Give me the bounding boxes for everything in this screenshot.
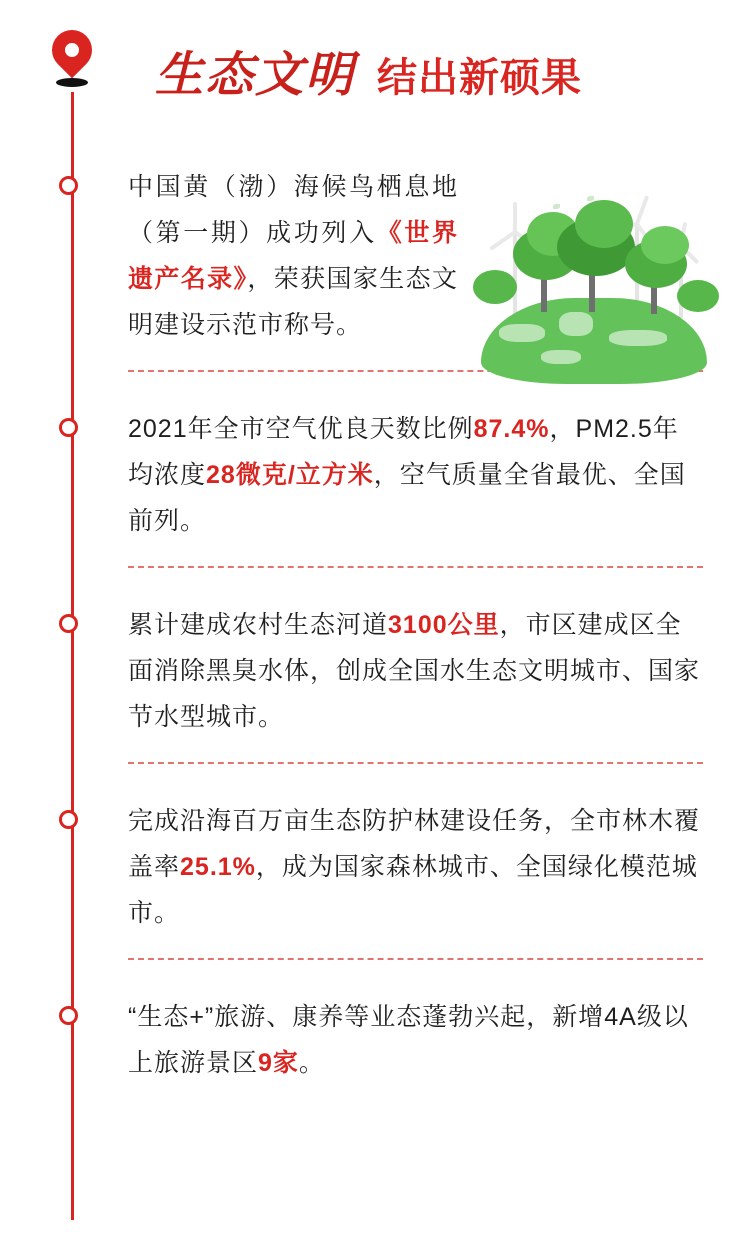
body-text: ，PM2.5年均浓度 bbox=[128, 415, 679, 489]
body-text: ，荣获国家生态文明建设示范市称号。 bbox=[128, 265, 458, 339]
body-text: “生态+”旅游、康养等业态蓬勃兴起，新增4A级以上旅游景区 bbox=[128, 1003, 689, 1077]
timeline-item-text bbox=[128, 150, 458, 348]
page-header bbox=[0, 0, 751, 150]
highlighted-text: 87.4% bbox=[473, 415, 550, 443]
timeline-item-text bbox=[128, 392, 703, 544]
body-text: ，空气质量全省最优、全国前列。 bbox=[128, 461, 686, 535]
timeline-item-text bbox=[128, 980, 703, 1086]
timeline-item-text bbox=[128, 784, 703, 936]
timeline-dot-icon bbox=[59, 418, 78, 437]
timeline-item bbox=[0, 980, 751, 1086]
timeline-dot-icon bbox=[59, 810, 78, 829]
highlighted-text: 28微克/立方米 bbox=[206, 461, 374, 489]
body-text: 2021年全市空气优良天数比例 bbox=[128, 415, 474, 443]
highlighted-text: 《世界遗产名录》 bbox=[128, 219, 458, 293]
page-title bbox=[155, 36, 582, 105]
page-title-bold: 结出新硕果 bbox=[377, 56, 583, 100]
highlighted-text: 3100公里 bbox=[388, 611, 500, 639]
timeline-dot-icon bbox=[59, 1006, 78, 1025]
timeline-dot-icon bbox=[59, 176, 78, 195]
highlighted-text: 9家 bbox=[258, 1049, 299, 1077]
timeline-item-list bbox=[0, 150, 751, 1086]
highlighted-text: 25.1% bbox=[180, 853, 256, 881]
body-text: 累计建成农村生态河道 bbox=[128, 611, 389, 639]
body-text: ，成为国家森林城市、全国绿化模范城市。 bbox=[128, 853, 698, 927]
body-text: ，市区建成区全面消除黑臭水体，创成全国水生态文明城市、国家节水型城市。 bbox=[128, 611, 701, 731]
section-divider bbox=[128, 566, 703, 568]
section-divider bbox=[128, 958, 703, 960]
section-divider bbox=[128, 762, 703, 764]
timeline-item bbox=[0, 392, 751, 544]
timeline-item bbox=[0, 150, 751, 348]
body-text: 。 bbox=[298, 1049, 325, 1077]
timeline-item bbox=[0, 588, 751, 740]
timeline-item bbox=[0, 784, 751, 936]
body-text: 中国黄（渤）海候鸟栖息地（第一期）成功列入 bbox=[128, 173, 458, 247]
body-text: 完成沿海百万亩生态防护林建设任务，全市林木覆盖率 bbox=[128, 807, 701, 881]
location-pin-icon bbox=[52, 30, 96, 92]
timeline-dot-icon bbox=[59, 614, 78, 633]
timeline-item-text bbox=[128, 588, 703, 740]
page-title-brush: 生态文明 bbox=[155, 47, 356, 103]
forest-globe-windmill-illustration bbox=[465, 188, 723, 384]
